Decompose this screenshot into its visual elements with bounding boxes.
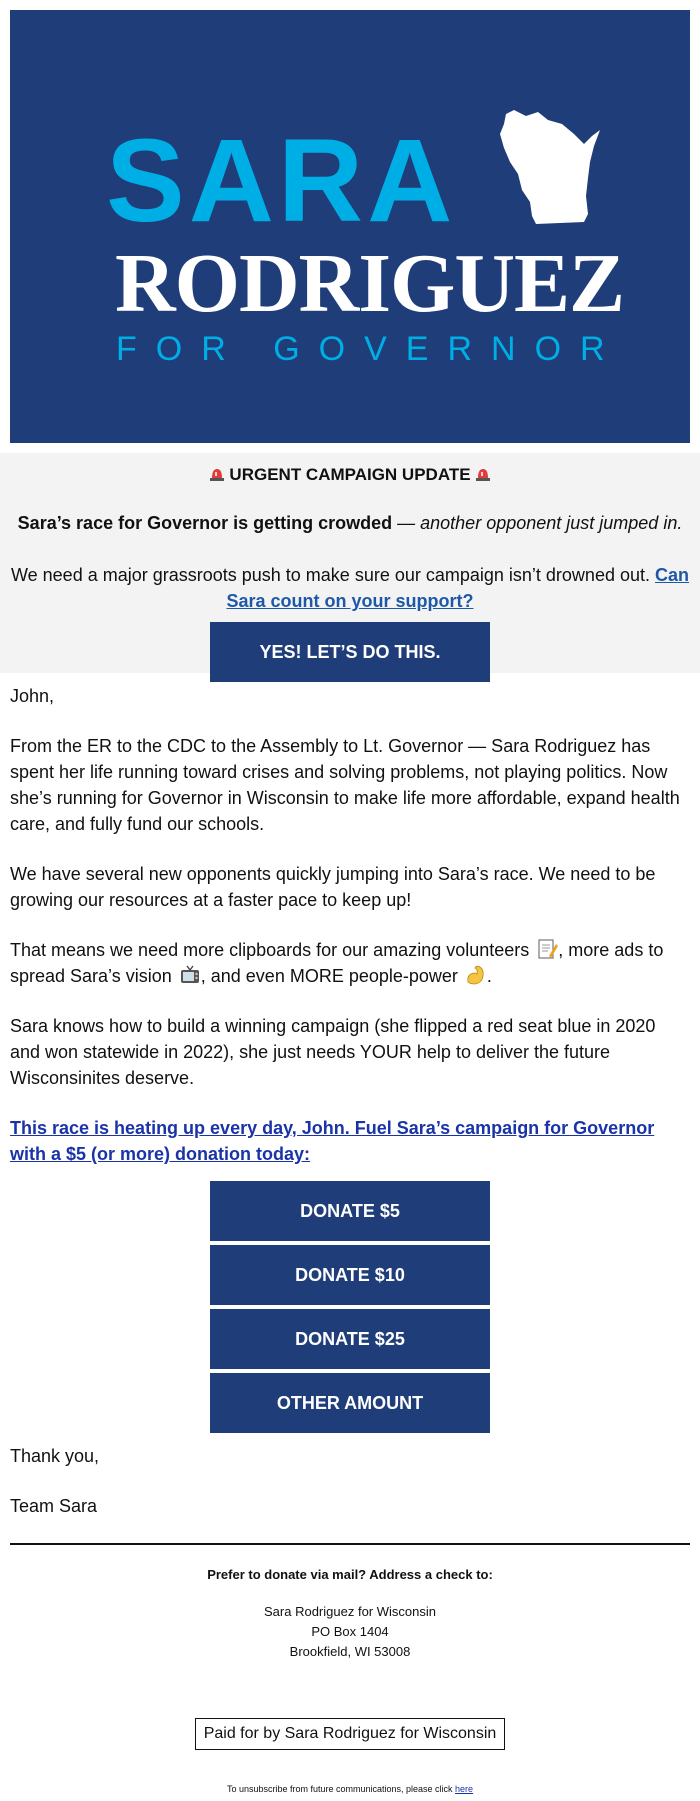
support-link[interactable]: Can Sara count on your support?: [226, 565, 690, 611]
letter-content: [0, 683, 700, 1519]
paragraph-background: From the ER to the CDC to the Assembly to Lt. Governor — Sara Rodriguez has spent her life running toward crises and solving problems, not playing politics. Now she’s running for Governor in Wisconsin to make life more affordable, expand health care, and fully fund our schools.: [10, 736, 680, 834]
donate-10-button[interactable]: DONATE $10: [210, 1245, 490, 1305]
paragraph-opponents: We have several new opponents quickly jumping into Sara’s race. We need to be growing our resources at a faster pace to keep up!: [10, 864, 656, 910]
signoff: Team Sara: [10, 1496, 98, 1516]
logo-tagline: FOR GOVERNOR: [116, 330, 624, 368]
address-line: PO Box 1404: [311, 1624, 389, 1639]
address-line: Sara Rodriguez for Wisconsin: [264, 1604, 436, 1619]
unsubscribe-link[interactable]: here: [455, 1784, 474, 1794]
unsubscribe-text: To unsubscribe from future communications, please click: [226, 1784, 456, 1794]
paragraph-winning-campaign: Sara knows how to build a winning campaign (she flipped a red seat blue in 2020 and won statewide in 2022), she just needs YOUR help to deliver the future Wisconsinites deserve.: [10, 1016, 656, 1088]
mailing-address: [0, 1602, 700, 1662]
header-banner-wrapper: [0, 0, 700, 453]
urgent-title: [10, 465, 690, 485]
campaign-logo-banner[interactable]: [10, 10, 690, 443]
grassroots-push-text: [10, 562, 690, 614]
urgent-title-text: URGENT CAMPAIGN UPDATE: [229, 465, 471, 484]
greeting: John,: [10, 686, 55, 706]
logo-first-name: SARA: [106, 115, 457, 247]
crowded-dash: —: [392, 513, 421, 533]
wisconsin-map-icon: [496, 106, 606, 226]
logo-last-name: RODRIGUEZ: [115, 237, 625, 330]
unsubscribe-line: [0, 1784, 700, 1794]
crowded-italic-text: another opponent just jumped in.: [420, 513, 683, 533]
yes-lets-do-this-button[interactable]: YES! LET’S DO THIS.: [210, 622, 490, 682]
crowded-bold-text: Sara’s race for Governor is getting crowded: [17, 513, 393, 533]
p3-part-b: , more ads to spread Sara’s vision: [10, 940, 664, 986]
p3-part-a: That means we need more clipboards for our amazing volunteers: [10, 940, 535, 960]
crowded-line: [10, 513, 690, 534]
donate-5-button[interactable]: DONATE $5: [210, 1181, 490, 1241]
donate-25-button[interactable]: DONATE $25: [210, 1309, 490, 1369]
mail-donation-heading: Prefer to donate via mail? Address a check to:: [207, 1567, 493, 1582]
other-amount-button[interactable]: OTHER AMOUNT: [210, 1373, 490, 1433]
memo-icon: [536, 938, 558, 960]
footer: [0, 1567, 700, 1794]
flexed-biceps-icon: [465, 964, 487, 986]
paid-for-disclaimer: Paid for by Sara Rodriguez for Wisconsin: [195, 1718, 506, 1750]
footer-divider: [10, 1543, 690, 1545]
paragraph-resources: [10, 937, 690, 989]
donation-cta-link[interactable]: This race is heating up every day, John. Fuel Sara’s campaign for Governor with a $5 (or more) donation today:: [10, 1118, 655, 1164]
television-icon: [179, 964, 201, 986]
push-text: We need a major grassroots push to make sure our campaign isn’t drowned out.: [10, 565, 655, 585]
urgent-update-section: [0, 453, 700, 673]
siren-icon: [209, 467, 225, 481]
address-line: Brookfield, WI 53008: [289, 1644, 411, 1659]
siren-icon: [475, 467, 491, 481]
donate-button-stack: [10, 1181, 690, 1433]
p3-part-c: , and even MORE people-power: [200, 966, 463, 986]
thanks-line: Thank you,: [10, 1446, 100, 1466]
p3-part-d: .: [486, 966, 492, 986]
